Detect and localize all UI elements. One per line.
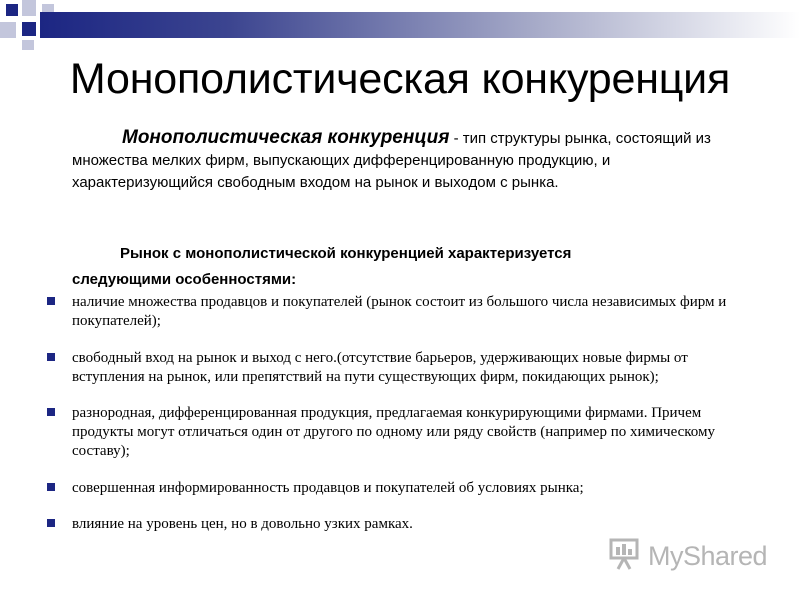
features-list <box>0 293 800 534</box>
decor-square <box>22 22 36 36</box>
features-heading-line1: Рынок с монополистической конкуренцией характеризуется <box>120 245 572 262</box>
square-bullet-icon <box>47 519 55 527</box>
features-heading-line2: следующими особенностями: <box>72 271 297 288</box>
square-bullet-icon <box>47 483 55 491</box>
list-item <box>0 479 742 498</box>
list-item-text: влияние на уровень цен, но в довольно узких рамках. <box>72 516 413 532</box>
watermark <box>608 536 778 576</box>
definition-term: Монополистическая конкуренция <box>122 127 450 148</box>
list-item-text: совершенная информированность продавцов и покупателей об условиях рынка; <box>72 480 584 496</box>
square-bullet-icon <box>47 353 55 361</box>
list-item-text: свободный вход на рынок и выход с него.(отсутствие барьеров, удерживающих новые фирмы от вступления на рынок, или препятствий на пути существующих фирм, покидающих рынок); <box>72 350 688 385</box>
square-bullet-icon <box>47 297 55 305</box>
list-item-text: наличие множества продавцов и покупателей (рынок состоит из большого числа независимых фирм и покупателей); <box>72 294 727 329</box>
list-item <box>0 293 742 331</box>
presentation-board-icon <box>608 536 644 572</box>
features-heading <box>72 241 752 293</box>
list-item-text: разнородная, дифференцированная продукция, предлагаемая конкурирующими фирмами. Причем продукты могут отличаться один от другого по одному или ряду свойств (например по химическому составу); <box>72 405 715 459</box>
header-gradient-bar <box>40 12 800 38</box>
definition-paragraph <box>72 127 752 194</box>
list-item <box>0 349 742 387</box>
definition-text: - тип структуры рынка, состоящий из множества мелких фирм, выпускающих дифференцированную продукцию, и характеризующийся свободным входом на рынок и выходом с рынка. <box>72 130 711 191</box>
list-item <box>0 404 742 461</box>
decor-square <box>22 0 36 16</box>
decor-square <box>6 4 18 16</box>
slide-title: Монополистическая конкуренция <box>69 55 731 103</box>
list-item <box>0 515 742 534</box>
watermark-text: MyShared <box>648 541 768 571</box>
decor-square <box>22 40 34 50</box>
square-bullet-icon <box>47 408 55 416</box>
decor-square <box>0 22 16 38</box>
